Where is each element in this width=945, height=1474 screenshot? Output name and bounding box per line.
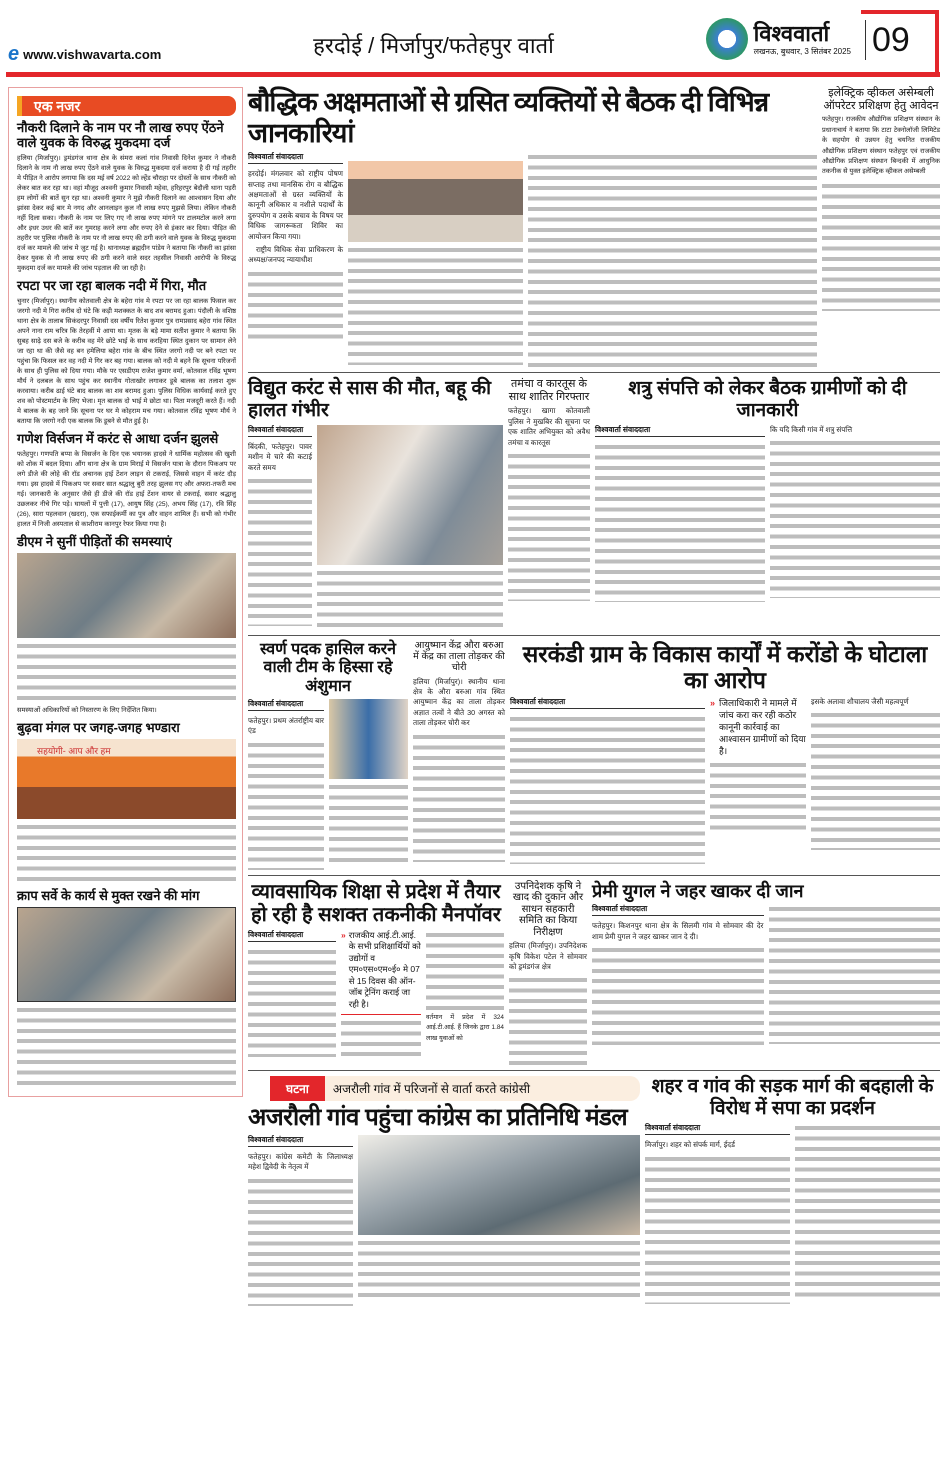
dateline: लखनऊ, बुधवार, 3 सितंबर 2025 — [753, 47, 851, 57]
article-headline: अजरौली गांव पहुंचा कांग्रेस का प्रतिनिधि मंडल — [248, 1104, 628, 1132]
ghatna-tag: घटना — [270, 1076, 325, 1101]
byline: विश्ववार्ता संवाददाता — [248, 699, 324, 711]
article-body-text — [329, 782, 408, 862]
double-chevron-icon: » — [710, 697, 716, 708]
article-body-text — [811, 710, 940, 850]
article-body: फतेहपुर। राजकीय औद्योगिक प्रशिक्षण संस्थान के प्रधानाचार्य ने बताया कि टाटा टेक्नोलॉजी लिमिटेड के सहयोग से उन्नयन हेतु चयनित राजकीय औद्योगिक प्रशिक्षण संस्थान फतेहपुर एवं राजकीय औद्योगिक प्रशिक्षण संस्थान बिन्दकी में आधुनिक तकनीक से युक्त इलेक्ट्रिक व्हीकल असेम्बली — [822, 116, 940, 176]
article-photo — [358, 1135, 640, 1235]
article-headline: गणेश विर्सजन में करंट से आधा दर्जन झुलसे — [17, 430, 219, 446]
article-photo — [17, 553, 236, 638]
article-headline: बुढ़वा मंगल पर जगह-जगह भण्डारा — [17, 720, 180, 736]
article-body-end: समस्याओं अधिकारियों को निस्तारण के लिए निर्देशित किया। — [17, 706, 157, 714]
article-body: फतेहपुर। खागा कोतवाली पुलिस ने मुखबिर की सूचना पर एक शातिर अभियुक्त को अवैध तमंचा व कारतूस — [508, 406, 590, 447]
article-body: राष्ट्रीय विधिक सेवा प्राधिकरण के अध्यक्ष/जनपद न्यायाधीश — [248, 244, 343, 265]
brand-name: विश्ववार्ता — [753, 20, 830, 46]
byline: विश्ववार्ता संवाददाता — [595, 425, 765, 437]
article-headline: रपटा पर जा रहा बालक नदी में गिरा, मौत — [17, 277, 207, 293]
article-body-text — [508, 451, 590, 601]
article-body-text — [248, 269, 343, 339]
article-body: कि यदि किसी गांव में शत्रु संपत्ति — [770, 424, 853, 434]
row-3 — [248, 635, 940, 870]
article-headline: व्यावसायिक शिक्षा से प्रदेश में तैयार हो रही है सशक्त तकनीकी मैनपॉवर — [251, 880, 501, 926]
article-body-text — [510, 714, 705, 864]
row-2 — [248, 372, 940, 630]
byline: विश्ववार्ता संवाददाता — [510, 697, 705, 709]
article-body: चुनार (मिर्जापुर)। स्थानीय कोतवाली क्षेत्र के बहेरा गांव मे रपटा पर जा रहा बालक फिसल कर जरगो नदी मे गिरा करीब दो घंटे कि कड़ी मशक्कत के बाद शव बरामद हुआ। पंदौली के वशिष्ठ थाना क्षेत्र के तालाब सिकंदरपुर निवासी दस वर्षीय रितेश कुमार पुत्र रामप्रसाद बहेरा गांव स्थित अपने नाना राम चरित्र कि तेरहवीं मे आया था। मृतक के बड़े मामा सतीश कुमार ने बताया कि सुबह साढ़े दस बजे के करीब वह मेरे छोटे भाई के साथ करहिया स्थित दुकान पर सामान लेने जा रहा था की जैसे वह बन हमेलिया बहेरा गांव के बीच स्थित जरगो नदी पर बने रपटा पर पहुंचा कि फिसल कर वह नदी मे गिर कर बह गया। बालक को नदी मे बहने कि सूचना परिजनों के साथ ही पुलिस को दिया गया। मौके पर एसडीएम राजेश कुमार वर्मा, कोतवाल रविंद्र भूषण मौर्य ने दलबल के साथ पहुंच कर स्थानीय गोताखोर लगाकर डूबे बालक का तलाश शुरू करवाया। करीब ढाई घंटे बाद बालक का शव बरामद हुआ। पुलिस विधिक कार्यवाई करते हुए शव को पोस्टमार्टम के लिए भेजा। मृत बालक दो भाई मे छोटा था। पिता मजदूरी करते हैं। नदी मे बालक के बह जाने कि सूचना पर घर मे कोहराम मच गया। कोतवाल रविंद्र भूषण मौर्य ने बताया कि जरगो नदी एक बालक कि डूबने से मौत हुई है। — [17, 297, 236, 425]
article-body-text — [795, 1123, 940, 1303]
logo-globe-icon — [706, 18, 748, 60]
photo-banner-text: सहयोगी- आप और हम — [37, 746, 111, 757]
article-photo — [329, 699, 408, 779]
article-body-text — [645, 1154, 790, 1304]
article-body-text — [592, 945, 764, 1045]
article-body-text — [341, 1018, 421, 1058]
ek-nazar-column — [8, 87, 243, 1097]
byline: विश्ववार्ता संवाददाता — [248, 1135, 353, 1147]
article-body: फतेहपुर। किशनपुर थाना क्षेत्र के सिलमी गांव मे सोमवार की देर शाम प्रेमी युगल ने जहर खाकर जान दे दी। — [592, 921, 764, 941]
article-body: हलिया (मिर्जापुर)। स्थानीय थाना क्षेत्र के औरा बरुआ गांव स्थित आयुष्मान केंद्र का ताला तोड़कर अज्ञात तत्वों ने बीते 30 अगस्त को ताला तोड़कर चोरी कर — [413, 676, 505, 728]
article-body-text — [248, 740, 324, 870]
article-headline: स्वर्ण पदक हासिल करने वाली टीम के हिस्सा रहे अंशुमान — [259, 640, 397, 695]
article-body-text — [822, 181, 940, 311]
byline: विश्ववार्ता संवाददाता — [248, 425, 312, 437]
article-body-text — [595, 442, 765, 602]
article-body: वर्तमान में प्रदेश में 324 आई.टी.आई. हैं जिनके द्वारा 1.84 लाख युवाओं को — [426, 1013, 504, 1042]
article — [17, 121, 236, 274]
website-link[interactable] — [8, 43, 161, 66]
article-headline: आयुष्मान केंद्र औरा बरुआ में केंद्र का ताला तोड़कर की चोरी — [413, 639, 505, 673]
article-body-text — [17, 822, 236, 884]
article-body-text — [248, 476, 312, 626]
ek-nazar-banner: एक नजर — [17, 96, 236, 116]
article-body: फतेहपुर। गणपति बप्पा के विसर्जन के दिन एक भयानक हादसे ने धार्मिक महोत्सव की खुशी को शोक में बदल दिया। औंग थाना क्षेत्र के ग्राम मिराई मे विसर्जन यात्रा के दौरान पिकअप पर लगे डीजे की लोहे की रॉड अचानक हाई टेंशन लाइन से टकराई, जिससे वाहन में करंट दौड़ गया। इस हादसे में पिकअप पर सवार सात श्रद्धालु बुरी तरह झुलस गए और अफरा-तफरी मच गई। जानकारी के अनुसार जैसे ही डीजे की रॉड हाई टेंशन वायर से टकराई, सवार श्रद्धालु उछलकर नीचे गिर पड़े। घायलों में पुत्ती (17), आयुष सिंह (25), अभय सिंह (17), रवि सिंह (26), सारा पहलवान (खदरा), एक सफाईकर्मी का पुत्र और वाहन शामिल हैं। सभी को गंभीर हालत में निजी अस्पताल से काशीराम कानपुर रेफर किया गया है। — [17, 450, 236, 528]
article-body-text — [426, 930, 504, 1010]
article-headline: तमंचा व कारतूस के साथ शातिर गिरफ्तार — [508, 378, 590, 403]
lead-photo — [348, 152, 523, 242]
double-chevron-icon: » — [341, 929, 346, 940]
article-body-text — [413, 732, 505, 862]
article — [17, 721, 236, 884]
article-body-text — [770, 438, 940, 598]
article — [17, 889, 236, 1088]
article-headline: क्राप सर्वे के कार्य से मुक्त रखने की मांग — [17, 888, 200, 904]
article-body: हरदोई। मंगलवार को राष्ट्रीय पोषण सप्ताह तथा मानसिक रोग व बौद्धिक अक्षमताओं से ग्रस्त व्यक्तियों के कानूनी अधिकार व नशीले पदार्थों के दुरुपयोग व उसके बचाव के विषय पर विधिक जागरूकता शिविर का आयोजन किया गया। — [248, 169, 343, 241]
lead-headline: बौद्धिक अक्षमताओं से ग्रसित व्यक्तियों से बैठक दी विभिन्न जानकारियां — [248, 87, 769, 149]
article-photo — [17, 907, 236, 1002]
article-body-text — [317, 568, 503, 630]
article-photo — [17, 739, 236, 819]
article-body-text — [769, 904, 941, 1044]
article-body-text — [248, 1176, 353, 1306]
article-body: हलिया (मिर्जापुर)। ड्रमंडगंज थाना क्षेत्र के संमरा कलां गांव निवासी दिनेश कुमार ने नौकरी दिलाने के नाम नौ लाख रुपए ऐंठने वाले युवक के विरुद्ध मुकदमा दर्ज कराया है दी गई तहरीर मे पीड़ित ने आरोप लगाया कि दस मई वर्ष 2022 को ल्हेंड चौराहा पर दोस्तों के साथ नौकरी को लेकर बात कर रहा था। वहां मौजूद अश्वनी कुमार निवासी महेवा, हरिहरपुर बेदौली थाना पड़री हम लोगों की बातें सुन रहा था। अश्वनी कुमार ने मुझे नौकरी दिलाने का आश्वासन दिया और झांसा देकर कई बार मे नगद और आनलाइन कुल नौ लाख रुपए मुझसे लिया। लेकिन नौकरी नहीं दिला सका। नौकरी के नाम पर लिए गए नौ लाख रुपए मांगने पर टालमटोल करने लगा और इधर उधर की बातें कर गुमराह करने लगा और रुपए देने से इंकार कर दिया। पीड़ित की तहरीर पर पुलिस नौकरी के नाम पर नौ लाख रुपए की ठगी करने वाले युवक के विरुद्ध मुकदमा दर्ज कर मामले की जांच मे जुट गई है। थानाध्यक्ष ब्रह्मदीन पांडेय ने बताया कि नौकरी का झांसा देकर युवक से नौ लाख रुपए की ठगी करने वाले सदर तहसील निवासी आरोपी के विरुद्ध मुकदमा दर्ज कर मामले की जांच पड़ताल की जा रही है। — [17, 154, 236, 272]
article-headline: उपनिदेशक कृषि ने खाद की दुकान और साधन सहकारी समिति का किया निरीक्षण — [512, 880, 584, 938]
article-body: फतेहपुर। प्रथम अंतर्राष्ट्रीय बार एंड — [248, 715, 324, 736]
article-body-text — [528, 152, 817, 367]
page-header — [0, 0, 945, 72]
article-headline: शत्रु संपत्ति को लेकर बैठक ग्रामीणों को दी जानकारी — [628, 378, 907, 421]
article-body-text — [348, 245, 523, 365]
article-headline: विद्युत करंट से सास की मौत, बहू की हालत गंभीर — [248, 378, 491, 421]
article — [17, 279, 236, 427]
article-body-text — [710, 760, 806, 830]
article-headline: डीएम ने सुनीं पीड़ितों की समस्याएं — [17, 533, 172, 549]
ghatna-caption: अजरौली गांव में परिजनों से वार्ता करते कांग्रेसी — [332, 1082, 530, 1097]
pull-quote-text: जिलाधिकारी ने मामले में जांच करा कर रही कठोर कानूनी कार्रवाई का आश्वासन ग्रामीणों को दिया है। — [719, 697, 806, 756]
pull-quote — [341, 930, 421, 1016]
article-body: फतेहपुर। कांग्रेस कमेटी के जिलाध्यक्ष महेश द्विवेदी के नेतृत्व में — [248, 1152, 353, 1172]
byline: विश्ववार्ता संवाददाता — [248, 930, 336, 942]
article-body-text — [248, 947, 336, 1057]
website-text: www.vishwavarta.com — [23, 47, 162, 62]
article-body-text — [509, 975, 587, 1065]
article-headline: नौकरी दिलाने के नाम पर नौ लाख रुपए ऐंठने वाले युवक के विरुद्ध मुकदमा दर्ज — [17, 120, 224, 150]
article-photo — [317, 425, 503, 565]
article-body: बिंदकी, फतेहपुर। पावर मशीन मे चारे की कटाई करते समय — [248, 441, 312, 472]
article-body-text — [17, 641, 236, 703]
article-body: हलिया (मिर्जापुर)। उपनिदेशक कृषि विकेश पटेल ने सोमवार को ड्रमंडगंज क्षेत्र — [509, 941, 587, 972]
brand-logo — [706, 18, 851, 66]
ghatna-banner — [270, 1076, 640, 1101]
article-body-text — [358, 1238, 640, 1300]
article — [17, 432, 236, 530]
article-body: मिर्जापुर। शहर को संपर्क मार्ग, ईदर्ड — [645, 1140, 735, 1150]
byline: विश्ववार्ता संवाददाता — [248, 152, 343, 164]
pull-quote — [710, 697, 806, 757]
browser-e-icon: e — [8, 43, 20, 65]
page-number-box — [861, 10, 939, 72]
byline: विश्ववार्ता संवाददाता — [645, 1123, 790, 1135]
article-headline: प्रेमी युगल ने जहर खाकर दी जान — [592, 880, 804, 901]
row-4 — [248, 875, 940, 1066]
pull-quote-text: राजकीय आई.टी.आई. के सभी प्रशिक्षार्थियों को उद्योगों व एम०एस०एम०ई० मे 07 से 15 दिवस की ऑन-जॉब ट्रेनिंग कराई जा रही है। — [348, 929, 421, 1009]
lead-row — [248, 87, 940, 367]
article-headline: इलेक्ट्रिक व्हीकल असेम्बली ऑपरेटर प्रशिक्षण हेतु आवेदन — [823, 87, 939, 112]
article-body-text — [17, 1005, 236, 1088]
section-title: हरदोई / मिर्जापुर/फतेहपुर वार्ता — [313, 32, 554, 58]
article-headline: सरकंडी ग्राम के विकास कार्यों में करोंडो के घोटाला का आरोप — [522, 640, 928, 694]
article — [17, 535, 236, 716]
bottom-row — [248, 1070, 940, 1305]
byline: विश्ववार्ता संवाददाता — [592, 904, 764, 916]
article-body: इसके अलावा शौचालय जैसी महत्वपूर्ण — [811, 696, 909, 706]
page-number: 09 — [865, 20, 910, 60]
article-headline: शहर व गांव की सड़क मार्ग की बदहाली के विरोध में सपा का प्रदर्शन — [651, 1076, 934, 1120]
